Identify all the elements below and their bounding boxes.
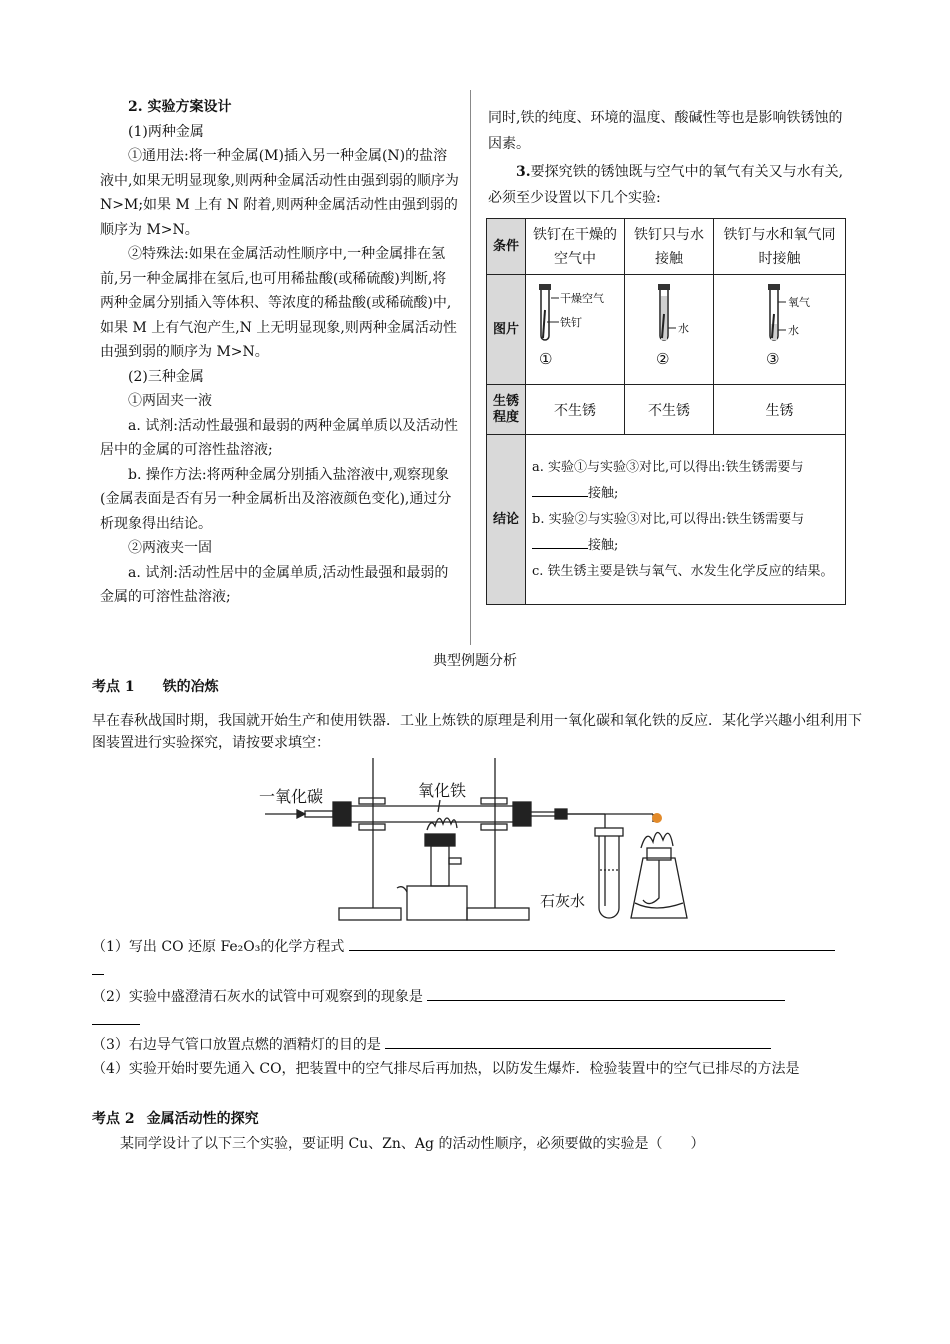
kaodian-1-heading [92, 676, 219, 696]
row-label-conditions: 条件 [487, 219, 526, 275]
two-solid-one-liquid-heading: ①两固夹一液 [128, 393, 212, 409]
conclusion-a: a. 实验①与实验③对比,可以得出:铁生锈需要与接触; [532, 459, 804, 501]
special-method-paragraph: ②特殊法:如果在金属活动性顺序中,一种金属排在氢前,另一种金属排在氢后,也可用稀盐酸(或稀硫酸)判断,将两种金属分别插入等体积、等浓度的稀盐酸(或稀硫酸)中,如果 M 上有气泡产生,N 上无明显现象,则两种金属活动性由强到弱的顺序为 M>N。 [100, 246, 457, 360]
kaodian-2-label: 考点 2 [92, 1111, 135, 1127]
three-metals-heading: (2)三种金属 [128, 368, 204, 385]
fe2o3-label: 氧化铁 [418, 781, 467, 800]
answer-line-1-cont [92, 960, 862, 979]
blank-b[interactable] [532, 534, 588, 549]
tube-1-cell [526, 275, 625, 385]
test-tube-2-icon [630, 278, 708, 378]
conclusion-b: b. 实验②与实验③对比,可以得出:铁生锈需要与接触; [532, 511, 805, 553]
tube-3-cell [714, 275, 846, 385]
section-title: 典型例题分析 [433, 653, 517, 669]
kaodian-2-heading [92, 1108, 259, 1128]
kaodian-1-title: 铁的冶炼 [162, 679, 219, 695]
reagent-paragraph-a: a. 试剂:活动性最强和最弱的两种金属单质以及活动性居中的金属的可溶性盐溶液; [100, 417, 458, 458]
right-column [488, 85, 848, 211]
row-label-rust-level: 生锈程度 [487, 385, 526, 435]
tube3-label-oxygen: 氧气 [787, 295, 810, 309]
kaodian-1-label: 考点 1 [92, 679, 135, 695]
question-4: （4）实验开始时要先通入 CO，把装置中的空气排尽后再加热，以防发生爆炸．检验装置中的空气已排尽的方法是 [92, 1061, 800, 1077]
condition-1: 铁钉在干燥的空气中 [526, 219, 625, 275]
question-5: 某同学设计了以下三个实验，要证明 Cu、Zn、Ag 的活动性顺序，必须要做的实验是（ ） [120, 1136, 705, 1152]
rust-level-1: 不生锈 [526, 385, 625, 435]
item-number: 3. [516, 164, 531, 180]
tube3-label-water: 水 [787, 323, 799, 337]
scheme-heading: 2. 实验方案设计 [128, 99, 232, 115]
co-label: 一氧化碳 [259, 787, 324, 806]
tube2-number: ② [656, 349, 670, 368]
two-metals-heading: (1)两种金属 [128, 123, 204, 140]
blank-a[interactable] [532, 482, 588, 497]
answer-line-1[interactable] [349, 936, 835, 951]
answer-line-2[interactable] [427, 986, 785, 1001]
co-reduction-apparatus-diagram [255, 758, 700, 930]
rust-experiment-intro [488, 159, 848, 211]
row-label-conclusion: 结论 [487, 435, 526, 605]
answer-line-1b[interactable] [92, 960, 104, 975]
condition-2: 铁钉只与水接触 [625, 219, 714, 275]
operation-paragraph-b: b. 操作方法:将两种金属分别插入盐溶液中,观察现象(金属表面是否有另一种金属析出及溶液颜色变化),通过分析现象得出结论。 [100, 466, 452, 532]
conclusion-row [487, 435, 846, 605]
answer-line-2-cont [92, 1010, 862, 1029]
answer-line-3[interactable] [385, 1034, 771, 1049]
conditions-row [487, 219, 846, 275]
rust-level-2: 不生锈 [625, 385, 714, 435]
question-3: （3）右边导气管口放置点燃的酒精灯的目的是 [92, 1034, 862, 1054]
limewater-label: 石灰水 [540, 892, 586, 910]
rust-experiment-table [486, 218, 846, 605]
tube1-number: ① [539, 349, 553, 368]
rust-experiment-text: 要探究铁的锈蚀既与空气中的氧气有关又与水有关,必须至少设置以下几个实验: [488, 164, 844, 206]
reagent-paragraph-a2: a. 试剂:活动性居中的金属单质,活动性最强和最弱的金属的可溶性盐溶液; [100, 564, 449, 605]
pictures-row [487, 275, 846, 385]
rust-level-3: 生锈 [714, 385, 846, 435]
rust-level-row [487, 385, 846, 435]
tube1-label-air: 干燥空气 [560, 291, 604, 305]
condition-3: 铁钉与水和氧气同时接触 [714, 219, 846, 275]
tube1-label-nail: 铁钉 [560, 315, 582, 329]
two-liquid-one-solid-heading: ②两液夹一固 [128, 540, 212, 556]
tube2-label-water: 水 [678, 321, 689, 335]
column-divider [470, 90, 471, 645]
test-tube-1-icon [531, 278, 619, 378]
question-2: （2）实验中盛澄清石灰水的试管中可观察到的现象是 [92, 986, 862, 1006]
tube3-number: ③ [765, 349, 779, 368]
rust-factors-paragraph: 同时,铁的纯度、环境的温度、酸碱性等也是影响铁锈蚀的因素。 [488, 110, 843, 152]
general-method-paragraph: ①通用法:将一种金属(M)插入另一种金属(N)的盐溶液中,如果无明显现象,则两种金属活动性由强到弱的顺序为 N>M;如果 M 上有 N 附着,则两种金属活动性由强到弱的顺序为 M>N。 [100, 148, 459, 238]
cut-off-line [488, 85, 848, 105]
tube-2-cell [625, 275, 714, 385]
row-label-pictures: 图片 [487, 275, 526, 385]
intro-paragraph: 早在春秋战国时期，我国就开始生产和使用铁器．工业上炼铁的原理是利用一氧化碳和氧化铁的反应．某化学兴趣小组利用下图装置进行实验探究，请按要求填空： [92, 713, 862, 751]
test-tube-3-icon [730, 278, 830, 378]
answer-line-2b[interactable] [92, 1010, 140, 1025]
question-1: （1）写出 CO 还原 Fe₂O₃的化学方程式 [92, 936, 862, 956]
conclusion-c: c. 铁生锈主要是铁与氧气、水发生化学反应的结果。 [532, 563, 834, 579]
left-column [100, 95, 460, 610]
kaodian-2-title: 金属活动性的探究 [146, 1111, 259, 1127]
conclusion-cell [526, 435, 846, 605]
